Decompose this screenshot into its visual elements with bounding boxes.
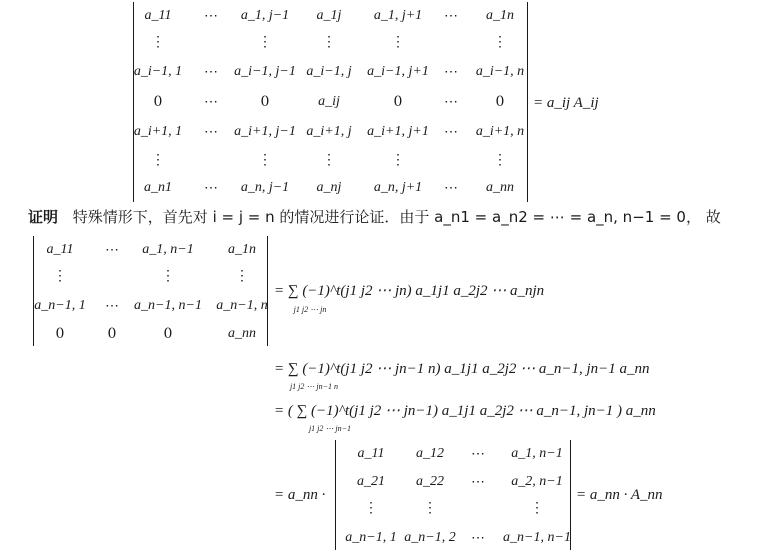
- det1-cell: a_ij: [318, 94, 340, 109]
- det1-cell: 0: [153, 94, 163, 110]
- det3-cell: ⋮: [364, 500, 378, 516]
- det3-cell: a_11: [357, 446, 385, 461]
- det2-cell: a_1n: [228, 242, 256, 257]
- det1-cell: a_i+1, j+1: [367, 124, 429, 139]
- det1-cell: a_i−1, n: [475, 64, 525, 79]
- det3-left-bar: [335, 440, 336, 550]
- det1-cell: a_i+1, j: [306, 124, 352, 139]
- det3-cell: a_12: [416, 446, 444, 461]
- eq-line-1-under: j1 j2 ⋯ jn: [293, 305, 327, 314]
- det1-cell: ⋮: [322, 152, 336, 168]
- det2-cell: ⋮: [235, 268, 249, 284]
- det1-cell: a_i+1, j−1: [234, 124, 296, 139]
- det2-cell: a_1, n−1: [142, 242, 194, 257]
- det1-cell: a_1, j+1: [373, 8, 423, 23]
- det1-cell: ⋮: [258, 34, 272, 50]
- proof-line: [28, 208, 721, 226]
- det3-cell: a_1, n−1: [511, 446, 563, 461]
- det1-cell: a_i−1, j: [306, 64, 352, 79]
- det1-right-bar: [527, 2, 528, 202]
- det2-cell: a_n−1, 1: [34, 298, 86, 313]
- det1-cell: 0: [260, 94, 270, 110]
- det2-cell: 0: [163, 326, 173, 342]
- det1-cell: 0: [495, 94, 505, 110]
- eq-line-3-under: j1 j2 ⋯ jn−1: [308, 424, 352, 433]
- det1-cell: a_i−1, 1: [133, 64, 183, 79]
- eq-line-4-prefix: = a_nn ·: [274, 487, 326, 503]
- det3-cell: a_2, n−1: [511, 474, 563, 489]
- det1-cell: 0: [393, 94, 403, 110]
- det2-cell: ⋮: [161, 268, 175, 284]
- det2-cell: 0: [107, 326, 117, 342]
- det1-cell: a_11: [144, 8, 172, 23]
- det1-cell: ⋯: [444, 64, 458, 80]
- det2-cell: ⋮: [53, 268, 67, 284]
- det1-cell: ⋮: [493, 34, 507, 50]
- eq-line-2: = ∑ (−1)^t(j1 j2 ⋯ jn−1 n) a_1j1 a_2j2 ⋯ a_n−1, jn−1 a_nn: [274, 361, 650, 377]
- det3-cell: a_22: [416, 474, 444, 489]
- det1-cell: ⋮: [151, 152, 165, 168]
- det1-cell: ⋯: [444, 180, 458, 196]
- det1-cell: a_n, j+1: [373, 180, 423, 195]
- det1-cell: a_i+1, n: [475, 124, 525, 139]
- det1-cell: ⋮: [391, 34, 405, 50]
- det1-cell: ⋮: [151, 34, 165, 50]
- det1-cell: ⋯: [204, 124, 218, 140]
- eq-line-3: = ( ∑ (−1)^t(j1 j2 ⋯ jn−1) a_1j1 a_2j2 ⋯ a_n−1, jn−1 ) a_nn: [274, 403, 656, 419]
- det1-cell: ⋯: [204, 94, 218, 110]
- det1-cell: ⋯: [444, 94, 458, 110]
- det1-cell: a_i−1, j+1: [367, 64, 429, 79]
- det1-cell: ⋯: [444, 8, 458, 24]
- det3-cell: ⋯: [471, 530, 485, 546]
- det1-cell: a_n, j−1: [240, 180, 290, 195]
- det1-cell: ⋯: [204, 8, 218, 24]
- det1-cell: a_1j: [316, 8, 342, 23]
- det1-left-bar: [133, 2, 134, 202]
- det1-cell: a_i−1, j−1: [234, 64, 296, 79]
- det3-cell: a_n−1, n−1: [503, 530, 571, 545]
- det3-cell: a_n−1, 2: [404, 530, 456, 545]
- proof-label: 证明: [28, 208, 59, 226]
- det1-cell: ⋮: [493, 152, 507, 168]
- det1-cell: ⋮: [391, 152, 405, 168]
- det1-cell: ⋯: [204, 64, 218, 80]
- det1-cell: a_nn: [486, 180, 514, 195]
- eq-line-4-rhs: = a_nn · A_nn: [576, 487, 663, 503]
- det1-cell: a_nj: [316, 180, 342, 195]
- det2-left-bar: [33, 236, 34, 346]
- det2-cell: a_11: [46, 242, 74, 257]
- det2-cell: a_n−1, n: [216, 298, 268, 313]
- det1-cell: a_1n: [486, 8, 514, 23]
- det2-cell: ⋯: [105, 298, 119, 314]
- det1-cell: a_1, j−1: [240, 8, 290, 23]
- proof-text: 特殊情形下，首先对 i = j = n 的情况进行论证．由于 a_n1 = a_n2 = ⋯ = a_n, n−1 = 0， 故: [72, 208, 721, 226]
- det1-cell: ⋯: [444, 124, 458, 140]
- det1-cell: ⋮: [258, 152, 272, 168]
- eq-line-2-under: j1 j2 ⋯ jn−1 n: [289, 382, 339, 391]
- det2-cell: 0: [55, 326, 65, 342]
- det3-cell: ⋯: [471, 474, 485, 490]
- det1-cell: a_i+1, 1: [133, 124, 183, 139]
- det3-cell: a_21: [357, 474, 385, 489]
- det2-cell: a_n−1, n−1: [134, 298, 202, 313]
- det3-cell: ⋮: [423, 500, 437, 516]
- det1-cell: ⋮: [322, 34, 336, 50]
- det3-cell: a_n−1, 1: [345, 530, 397, 545]
- det2-cell: a_nn: [228, 326, 256, 341]
- det2-right-bar: [267, 236, 268, 346]
- det1-rhs: = a_ij A_ij: [533, 95, 599, 111]
- det1-cell: ⋯: [204, 180, 218, 196]
- det2-cell: ⋯: [105, 242, 119, 258]
- eq-line-1: = ∑ (−1)^t(j1 j2 ⋯ jn) a_1j1 a_2j2 ⋯ a_njn: [274, 283, 545, 299]
- det3-cell: ⋮: [530, 500, 544, 516]
- det1-cell: a_n1: [144, 180, 172, 195]
- det3-cell: ⋯: [471, 446, 485, 462]
